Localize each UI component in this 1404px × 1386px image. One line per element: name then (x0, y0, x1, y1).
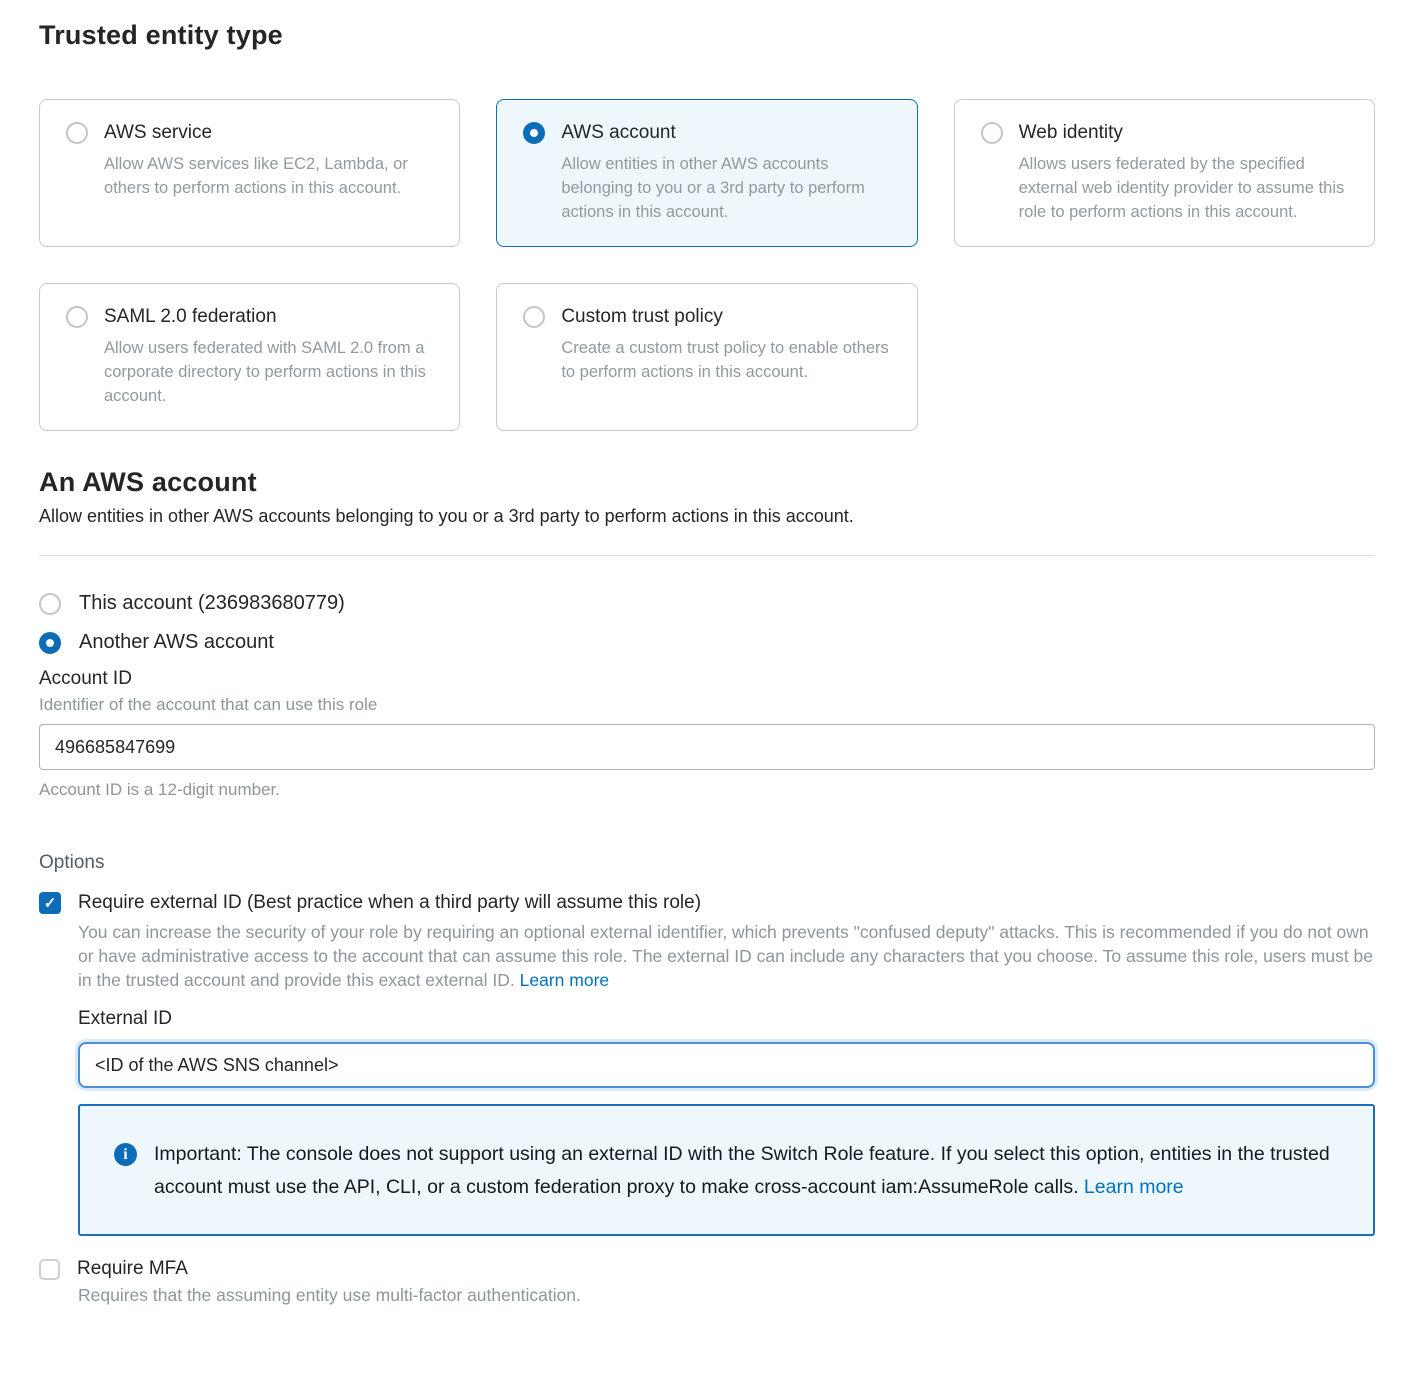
card-description: Allows users federated by the specified external web identity provider to assume this role to perform actions in this account. (1018, 155, 1345, 221)
description-text: You can increase the security of your role by requiring an optional external identifier, which prevents "confused deputy" attacks. This is recommended if you do not own or have administrative access to the account that can assume this role. The external ID can include any characters that you choose. To assume this role, users must be in the trusted account and provide this exact external ID. (78, 922, 1374, 990)
external-id-info-box (78, 1104, 1375, 1236)
card-head (523, 306, 892, 328)
require-external-id-checkbox[interactable]: ✓ (39, 892, 61, 914)
radio-aws-account-selected[interactable] (523, 122, 545, 144)
section-heading-an-aws-account: An AWS account (39, 467, 257, 497)
card-description: Allow users federated with SAML 2.0 from a corporate directory to perform actions in this account. (104, 339, 426, 405)
require-external-id-label: Require external ID (Best practice when a third party will assume this role) (78, 892, 702, 913)
choice-label: Another AWS account (79, 631, 274, 653)
options-heading: Options (39, 852, 105, 873)
radio-saml-federation[interactable] (66, 306, 88, 328)
card-head (66, 122, 435, 144)
require-external-id-description (78, 920, 1375, 992)
card-head (981, 122, 1350, 144)
page-title: Trusted entity type (39, 20, 283, 50)
card-head (66, 306, 435, 328)
require-external-id-row[interactable] (39, 892, 1375, 914)
card-custom-trust-policy[interactable] (496, 283, 917, 431)
require-mfa-description: Requires that the assuming entity use multi-factor authentication. (78, 1285, 581, 1305)
require-mfa-row[interactable] (39, 1258, 1375, 1280)
card-aws-service[interactable] (39, 99, 460, 247)
card-saml-federation[interactable] (39, 283, 460, 431)
card-title: AWS service (104, 122, 213, 143)
section-description: Allow entities in other AWS accounts belonging to you or a 3rd party to perform actions in this account. (39, 506, 854, 526)
card-title: Custom trust policy (561, 306, 723, 327)
radio-this-account[interactable] (39, 593, 61, 615)
card-description: Allow AWS services like EC2, Lambda, or others to perform actions in this account. (104, 155, 408, 197)
account-id-help: Identifier of the account that can use this role (39, 695, 378, 714)
radio-custom-trust-policy[interactable] (523, 306, 545, 328)
external-id-input[interactable] (78, 1042, 1375, 1088)
require-mfa-checkbox[interactable] (39, 1259, 60, 1280)
choice-label: This account (236983680779) (79, 592, 345, 614)
card-head (523, 122, 892, 144)
trusted-entity-card-grid (39, 99, 1375, 431)
card-description: Create a custom trust policy to enable others to perform actions in this account. (561, 339, 889, 381)
card-aws-account[interactable] (496, 99, 917, 247)
choice-this-account[interactable] (39, 592, 1375, 615)
card-description: Allow entities in other AWS accounts belonging to you or a 3rd party to perform actions in this account. (561, 155, 865, 221)
card-title: Web identity (1018, 122, 1123, 143)
account-id-constraint: Account ID is a 12-digit number. (39, 780, 280, 799)
info-learn-more-link[interactable]: Learn more (1083, 1176, 1184, 1198)
section-divider (39, 555, 1375, 556)
info-box-text (154, 1138, 1345, 1204)
learn-more-link[interactable]: Learn more (519, 970, 610, 990)
external-id-label: External ID (78, 1008, 172, 1029)
info-icon: i (114, 1143, 137, 1166)
info-text-body: Important: The console does not support using an external ID with the Switch Role feature. If you select this option, entities in the trusted account must use the API, CLI, or a custom federation proxy to make cross-account iam:AssumeRole calls. (154, 1143, 1330, 1198)
account-id-input[interactable] (39, 724, 1375, 770)
card-web-identity[interactable] (954, 99, 1375, 247)
radio-aws-service[interactable] (66, 122, 88, 144)
radio-web-identity[interactable] (981, 122, 1003, 144)
card-title: SAML 2.0 federation (104, 306, 277, 327)
require-mfa-label: Require MFA (77, 1258, 188, 1279)
card-title: AWS account (561, 122, 676, 143)
choice-another-aws-account[interactable] (39, 631, 1375, 654)
account-id-label: Account ID (39, 668, 132, 689)
radio-another-aws-account-selected[interactable] (39, 632, 61, 654)
